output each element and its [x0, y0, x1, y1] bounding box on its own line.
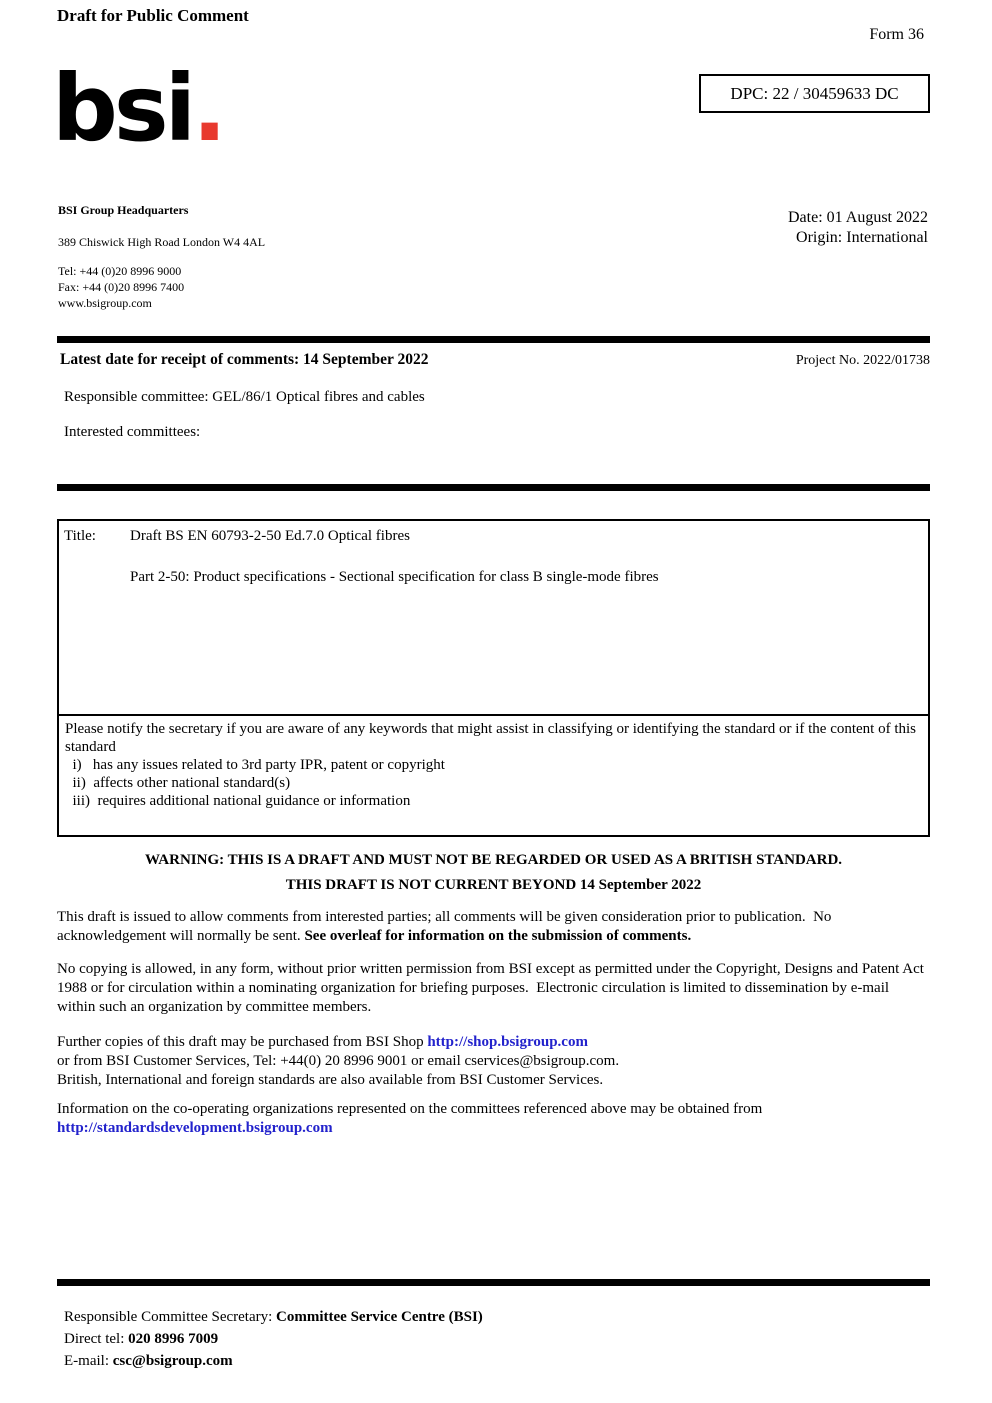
comments-deadline-row	[60, 351, 930, 369]
title-box	[57, 519, 930, 716]
paragraph-comments-normal: This draft is issued to allow comments from interested parties; all comments will be given consideration prior to publication. No acknowledgement will normally be sent.	[57, 909, 836, 944]
bsi-logo	[52, 55, 228, 162]
project-number-label: Project No. 2022/01738	[795, 353, 930, 368]
headquarters-fax: Fax: +44 (0)20 8996 7400	[58, 280, 185, 294]
standards-development-link[interactable]: http://standardsdevelopment.bsigroup.com	[57, 1120, 333, 1136]
date-label: Date: 01 August 2022	[788, 209, 928, 226]
keywords-notice-box	[57, 716, 930, 837]
footer-secretary-line	[64, 1306, 483, 1328]
footer-email-label: E-mail:	[64, 1353, 113, 1369]
footer-tel-line	[64, 1328, 483, 1350]
purchase-line1-text: Further copies of this draft may be purchased from BSI Shop	[57, 1034, 428, 1050]
footer-tel-value: 020 8996 7009	[128, 1331, 219, 1347]
headquarters-tel: Tel: +44 (0)20 8996 9000	[58, 264, 182, 278]
draft-for-public-comment-label: Draft for Public Comment	[57, 6, 249, 25]
divider-bar-bottom	[57, 1279, 930, 1286]
footer-secretary-label: Responsible Committee Secretary:	[64, 1309, 277, 1325]
origin-label: Origin: International	[796, 229, 928, 246]
warning-block	[57, 848, 930, 898]
purchase-line1	[57, 1033, 930, 1052]
keywords-item-2: ii) affects other national standard(s)	[65, 775, 291, 791]
title-label: Title:	[64, 528, 96, 544]
paragraph-comments-bold: See overleaf for information on the submission of comments.	[304, 928, 692, 944]
latest-date-label: Latest date for receipt of comments: 14 September 2022	[60, 351, 429, 368]
headquarters-name: BSI Group Headquarters	[58, 203, 189, 217]
purchase-line3: British, International and foreign standards are also available from BSI Customer Services.	[57, 1072, 604, 1088]
bsi-logo-text: bsi	[52, 55, 193, 162]
dpc-number-box	[699, 74, 930, 113]
form-number-label: Form 36	[869, 26, 924, 43]
footer-contact-block	[64, 1306, 483, 1372]
title-line1: Draft BS EN 60793-2-50 Ed.7.0 Optical fibres	[130, 528, 410, 544]
paragraph-cooperating-orgs	[57, 1100, 930, 1138]
footer-email-value: csc@bsigroup.com	[112, 1353, 233, 1369]
keywords-item-3: iii) requires additional national guidance or information	[65, 793, 411, 809]
responsible-committee-label: Responsible committee: GEL/86/1 Optical fibres and cables	[64, 389, 425, 405]
headquarters-web: www.bsigroup.com	[58, 296, 152, 310]
keywords-item-1: i) has any issues related to 3rd party IPR, patent or copyright	[65, 757, 445, 773]
dpc-number-text: DPC: 22 / 30459633 DC	[730, 83, 899, 103]
warning-line1: WARNING: THIS IS A DRAFT AND MUST NOT BE REGARDED OR USED AS A BRITISH STANDARD.	[144, 852, 843, 868]
paragraph-copyright-notice: No copying is allowed, in any form, without prior written permission from BSI except as permitted under the Copyright, Designs and Patent Act 1988 or for circulation within a nominating organization for briefing purposes. Electronic circulation is limited to dissemination by e-mail within such an organization by committee members.	[57, 961, 928, 1015]
headquarters-street: 389 Chiswick High Road London W4 4AL	[58, 235, 266, 249]
divider-bar-middle	[57, 484, 930, 491]
bsi-shop-link[interactable]: http://shop.bsigroup.com	[427, 1034, 588, 1050]
paragraph-purchase-info	[57, 1033, 930, 1090]
paragraph-comments-notice	[57, 908, 930, 946]
footer-secretary-value: Committee Service Centre (BSI)	[276, 1309, 483, 1325]
date-origin-block	[788, 208, 928, 248]
purchase-line2: or from BSI Customer Services, Tel: +44(0) 20 8996 9001 or email cservices@bsigroup.com.	[57, 1053, 620, 1069]
interested-committees-label: Interested committees:	[64, 424, 201, 440]
divider-bar-top	[57, 336, 930, 343]
title-line2: Part 2-50: Product specifications - Sectional specification for class B single-mode fibres	[130, 569, 659, 585]
cooperating-orgs-text: Information on the co-operating organizations represented on the committees referenced above may be obtained from	[57, 1101, 763, 1117]
keywords-intro-text: Please notify the secretary if you are aware of any keywords that might assist in classifying or identifying the standard or if the content of this standard	[65, 721, 920, 755]
headquarters-block	[58, 202, 265, 311]
warning-line2: THIS DRAFT IS NOT CURRENT BEYOND 14 September 2022	[285, 877, 702, 893]
bsi-logo-dot: .	[192, 55, 228, 162]
footer-email-line	[64, 1350, 483, 1372]
footer-tel-label: Direct tel:	[64, 1331, 129, 1347]
